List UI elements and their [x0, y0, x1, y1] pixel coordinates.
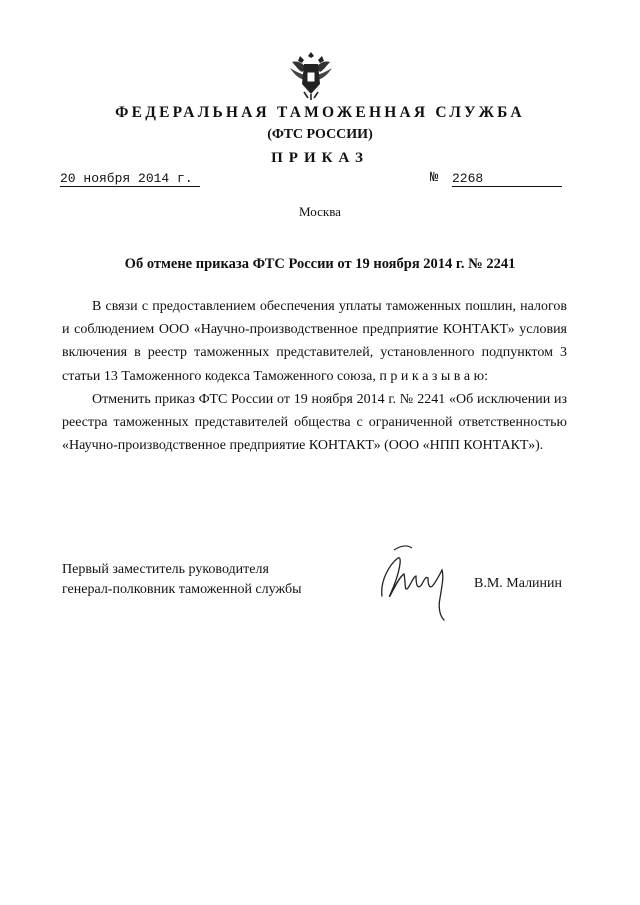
document-title: Об отмене приказа ФТС России от 19 ноября 2014 г. № 2241 — [124, 256, 516, 272]
document-type: ПРИКАЗ — [271, 150, 369, 166]
order-number: 2268 — [452, 172, 562, 187]
body-paragraph-2: Отменить приказ ФТС России от 19 ноября 2014 г. № 2241 «Об исключении из реестра таможенных представителей общества с ограниченной ответственностью «Научно-производственное предприятие КОНТАКТ» (ООО «НПП КОНТАКТ»). — [62, 391, 567, 454]
organization-short-name: (ФТС РОССИИ) — [267, 127, 373, 142]
signer-position — [62, 560, 301, 600]
order-date: 20 ноября 2014 г. — [60, 172, 200, 187]
signee-name: В.М. Малинин — [474, 576, 563, 591]
coat-of-arms-emblem — [286, 48, 336, 102]
signer-position-line-2: генерал-полковник таможенной службы — [62, 582, 302, 597]
document-body — [62, 295, 567, 457]
organization-name: ФЕДЕРАЛЬНАЯ ТАМОЖЕННАЯ СЛУЖБА — [115, 104, 525, 121]
handwritten-signature — [376, 540, 460, 622]
body-paragraph-1: В связи с предоставлением обеспечения уплаты таможенных пошлин, налогов и соблюдением ООО «Научно-производственное предприятие КОНТАКТ» условия включения в реестр таможенных представителей, установленного подпунктом 3 статьи 13 Таможенного кодекса Таможенного союза, п р и к а з ы в а ю: — [62, 299, 567, 384]
order-number-label: № — [430, 170, 439, 186]
city: Москва — [299, 204, 341, 219]
signer-position-line-1: Первый заместитель руководителя — [62, 562, 269, 577]
